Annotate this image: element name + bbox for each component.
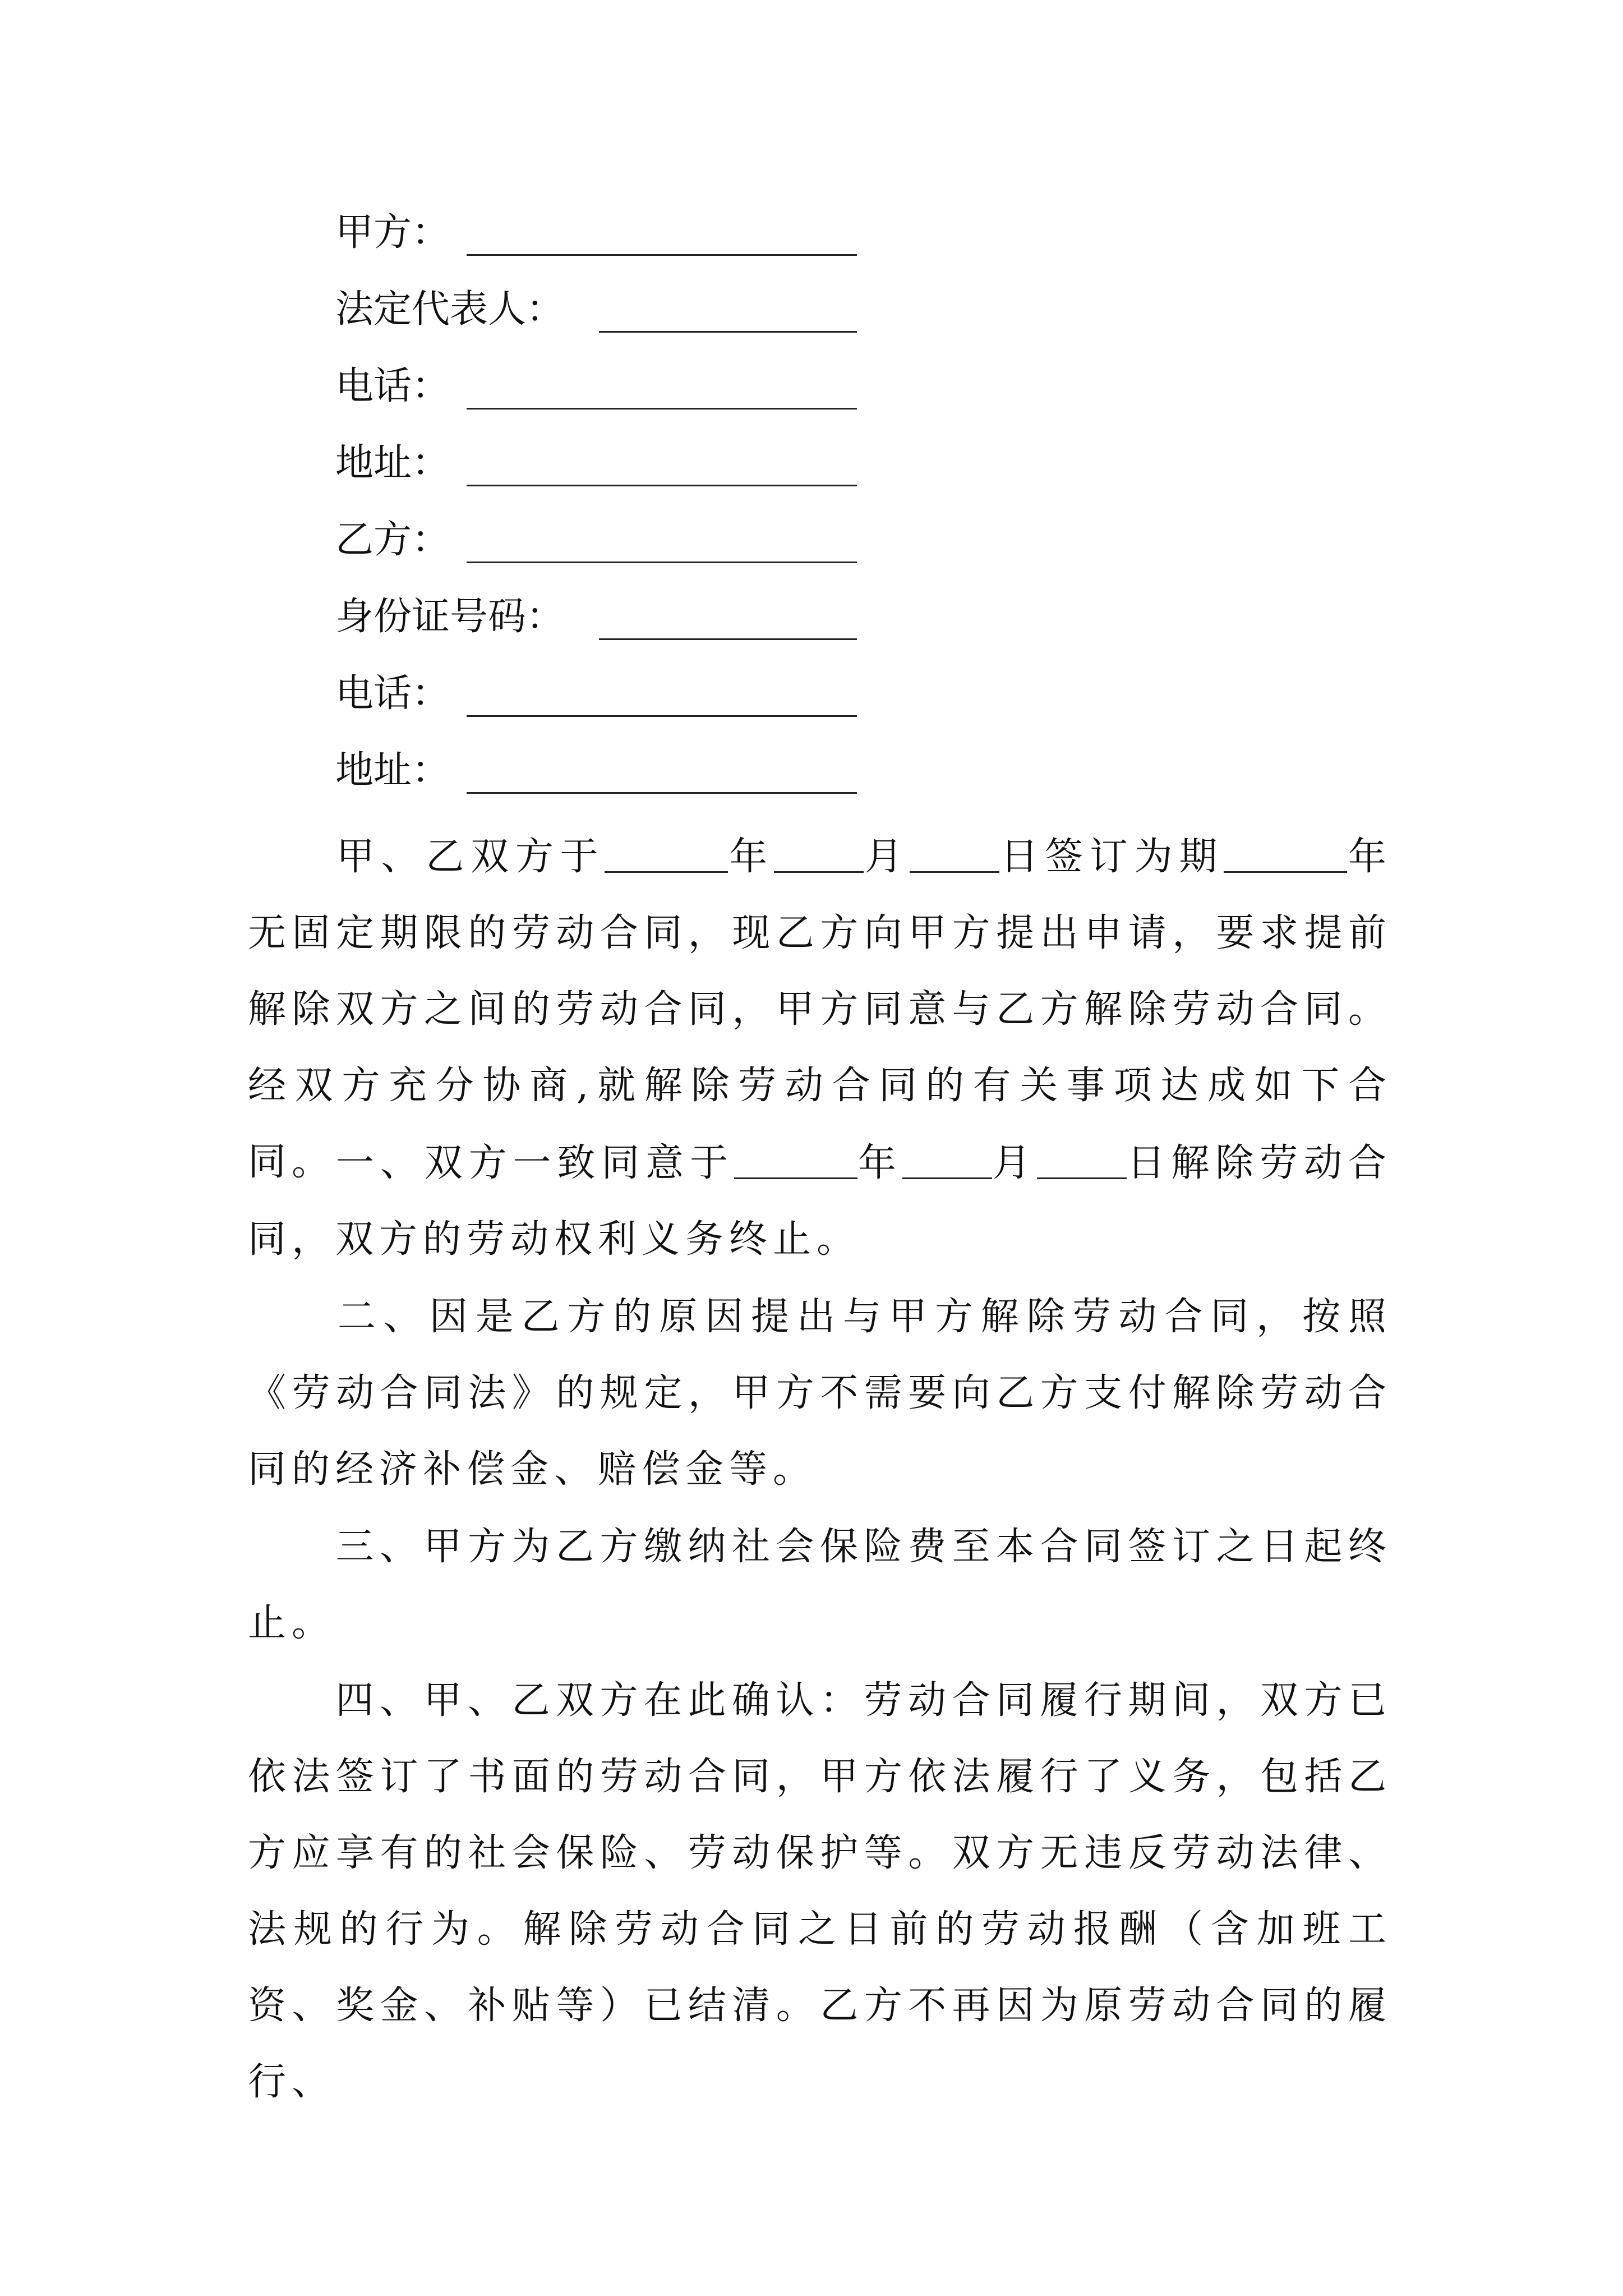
sign-month-blank[interactable] <box>774 838 864 873</box>
party-b-phone-label: 电话： <box>335 671 450 716</box>
sign-day-blank[interactable] <box>910 838 999 873</box>
party-b-blank[interactable] <box>467 562 857 563</box>
party-a-phone-field <box>335 356 857 417</box>
id-number-blank[interactable] <box>599 638 857 640</box>
legal-rep-blank[interactable] <box>599 331 857 333</box>
clause-1-rest: 日解除劳动合同，双方的劳动权利义务终止。 <box>248 1141 1392 1262</box>
intro-month-label: 月 <box>863 835 910 879</box>
clause-1-month-label: 月 <box>992 1141 1037 1185</box>
intro-year2-label: 年 <box>1347 835 1392 879</box>
legal-rep-label: 法定代表人： <box>335 287 565 332</box>
party-b-address-label: 地址： <box>335 748 450 793</box>
party-a-address-field <box>335 432 857 494</box>
termination-year-blank[interactable] <box>734 1144 857 1179</box>
clause-1-part1: 一、双方一致同意于 <box>335 1141 734 1185</box>
intro-part1: 甲、乙双方于 <box>335 835 605 879</box>
clause-1-year-label: 年 <box>857 1141 902 1185</box>
party-a-address-blank[interactable] <box>467 485 857 486</box>
clause-4 <box>248 1663 1392 2120</box>
party-a-field <box>335 202 857 264</box>
party-b-phone-blank[interactable] <box>467 715 857 717</box>
party-a-phone-blank[interactable] <box>467 408 857 409</box>
party-b-phone-field <box>335 663 857 725</box>
intro-day-label: 日签订为期 <box>999 835 1224 879</box>
clause-2 <box>248 1279 1392 1508</box>
party-b-field <box>335 509 857 571</box>
clause-4-text: 四、甲、乙双方在此确认：劳动合同履行期间，双方已依法签订了书面的劳动合同，甲方依法履行了义务，包括乙方应享有的社会保险、劳动保护等。双方无违反劳动法律、法规的行为。解除劳动合同之日前的劳动报酬（含加班工资、奖金、补贴等）已结清。乙方不再因为原劳动合同的履行、 <box>248 1678 1392 2104</box>
sign-year-blank[interactable] <box>605 838 728 873</box>
party-a-label: 甲方： <box>335 210 450 255</box>
clause-2-text: 二、因是乙方的原因提出与甲方解除劳动合同，按照《劳动合同法》的规定，甲方不需要向乙方支付解除劳动合同的经济补偿金、赔偿金等。 <box>248 1295 1392 1492</box>
party-b-address-field <box>335 740 857 802</box>
clause-3 <box>248 1509 1392 1662</box>
intro-year-label: 年 <box>728 835 774 879</box>
party-a-phone-label: 电话： <box>335 364 450 408</box>
id-number-label: 身份证号码： <box>335 595 565 639</box>
term-year-blank[interactable] <box>1224 838 1347 873</box>
termination-day-blank[interactable] <box>1037 1144 1127 1179</box>
termination-month-blank[interactable] <box>902 1144 992 1179</box>
party-a-address-label: 地址： <box>335 441 450 485</box>
intro-rest: 无固定期限的劳动合同，现乙方向甲方提出申请，要求提前解除双方之间的劳动合同，甲方同意与乙方解除劳动合同。经双方充分协商,就解除劳动合同的有关事项达成如下合同。 <box>248 911 1392 1184</box>
party-a-blank[interactable] <box>467 254 857 256</box>
clause-1 <box>248 1125 1392 1278</box>
id-number-field <box>335 586 857 648</box>
party-b-address-blank[interactable] <box>467 792 857 794</box>
clause-3-text: 三、甲方为乙方缴纳社会保险费至本合同签订之日起终止。 <box>248 1525 1392 1645</box>
legal-rep-field <box>335 279 857 341</box>
party-b-label: 乙方： <box>335 518 450 562</box>
